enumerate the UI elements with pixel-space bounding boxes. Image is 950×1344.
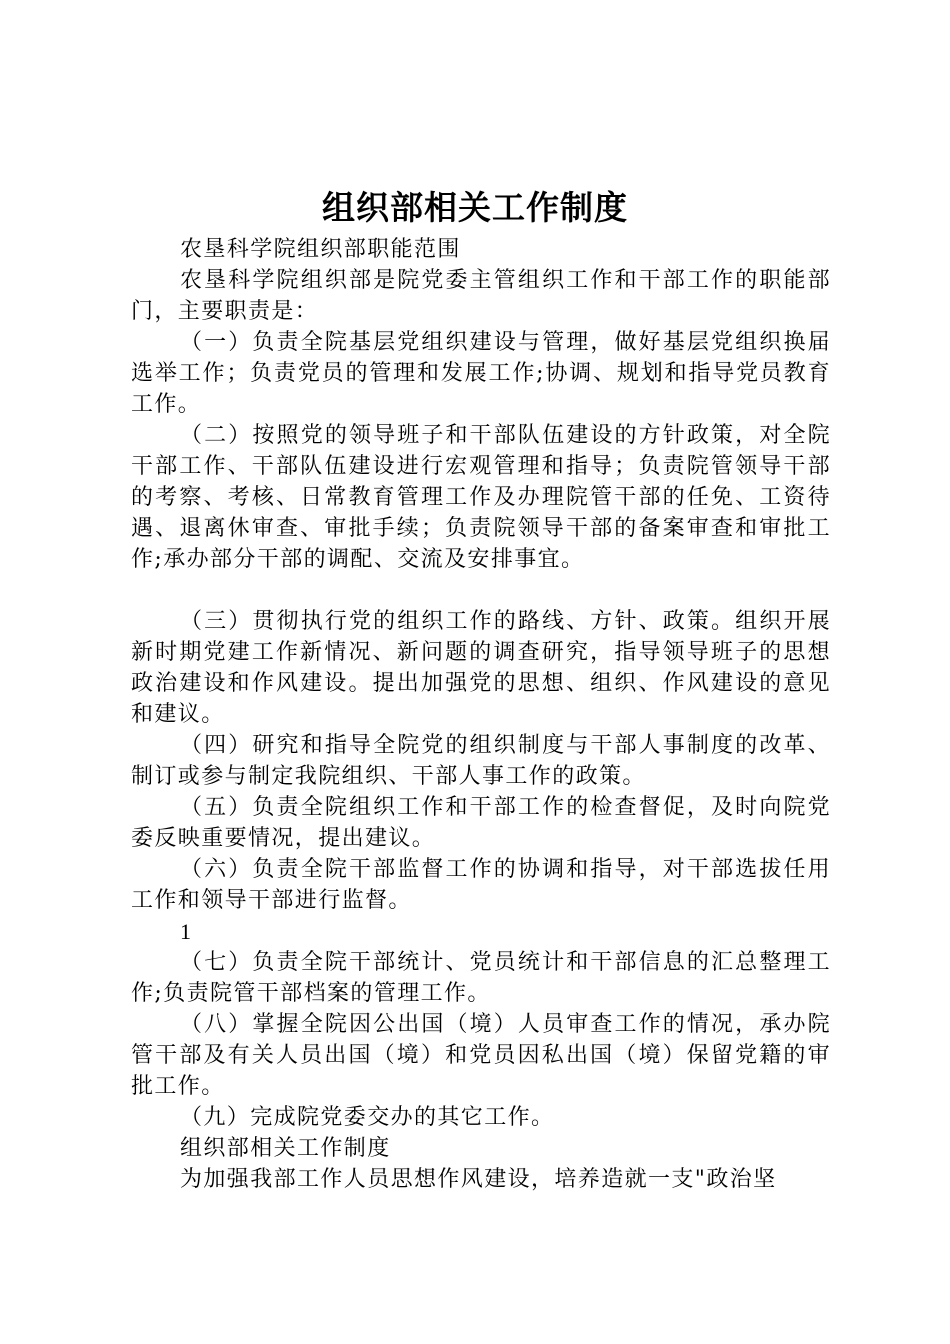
paragraph: （九）完成院党委交办的其它工作。 [180, 1105, 555, 1130]
paragraph: （六）负责全院干部监督工作的协调和指导，对干部选拔任用工作和领导干部进行监督。 [131, 857, 831, 913]
section-heading: 农垦科学院组织部职能范围 [180, 237, 461, 262]
paragraph: 农垦科学院组织部是院党委主管组织工作和干部工作的职能部门，主要职责是： [131, 268, 831, 324]
document-body [131, 234, 831, 1195]
paragraph: （七）负责全院干部统计、党员统计和干部信息的汇总整理工作;负责院管干部档案的管理工作。 [131, 950, 831, 1006]
document-title: 组织部相关工作制度 [322, 188, 628, 227]
paragraph: （八）掌握全院因公出国（境）人员审查工作的情况，承办院管干部及有关人员出国（境）和党员因私出国（境）保留党籍的审批工作。 [131, 1012, 831, 1099]
paragraph: （一）负责全院基层党组织建设与管理，做好基层党组织换届选举工作；负责党员的管理和发展工作;协调、规划和指导党员教育工作。 [131, 330, 831, 417]
paragraph: （四）研究和指导全院党的组织制度与干部人事制度的改革、制订或参与制定我院组织、干部人事工作的政策。 [131, 733, 831, 789]
paragraph: 为加强我部工作人员思想作风建设，培养造就一支"政治坚 [180, 1167, 777, 1192]
section-heading: 组织部相关工作制度 [180, 1136, 391, 1161]
page-number: 1 [180, 919, 191, 944]
paragraph: （二）按照党的领导班子和干部队伍建设的方针政策，对全院干部工作、干部队伍建设进行宏观管理和指导；负责院管领导干部的考察、考核、日常教育管理工作及办理院管干部的任免、工资待遇、退离休审查、审批手续；负责院领导干部的备案审查和审批工作;承办部分干部的调配、交流及安排事宜。 [131, 423, 831, 572]
paragraph: （五）负责全院组织工作和干部工作的检查督促，及时向院党委反映重要情况，提出建议。 [131, 795, 831, 851]
paragraph: （三）贯彻执行党的组织工作的路线、方针、政策。组织开展新时期党建工作新情况、新问题的调查研究，指导领导班子的思想政治建设和作风建设。提出加强党的思想、组织、作风建设的意见和建议。 [131, 609, 831, 727]
